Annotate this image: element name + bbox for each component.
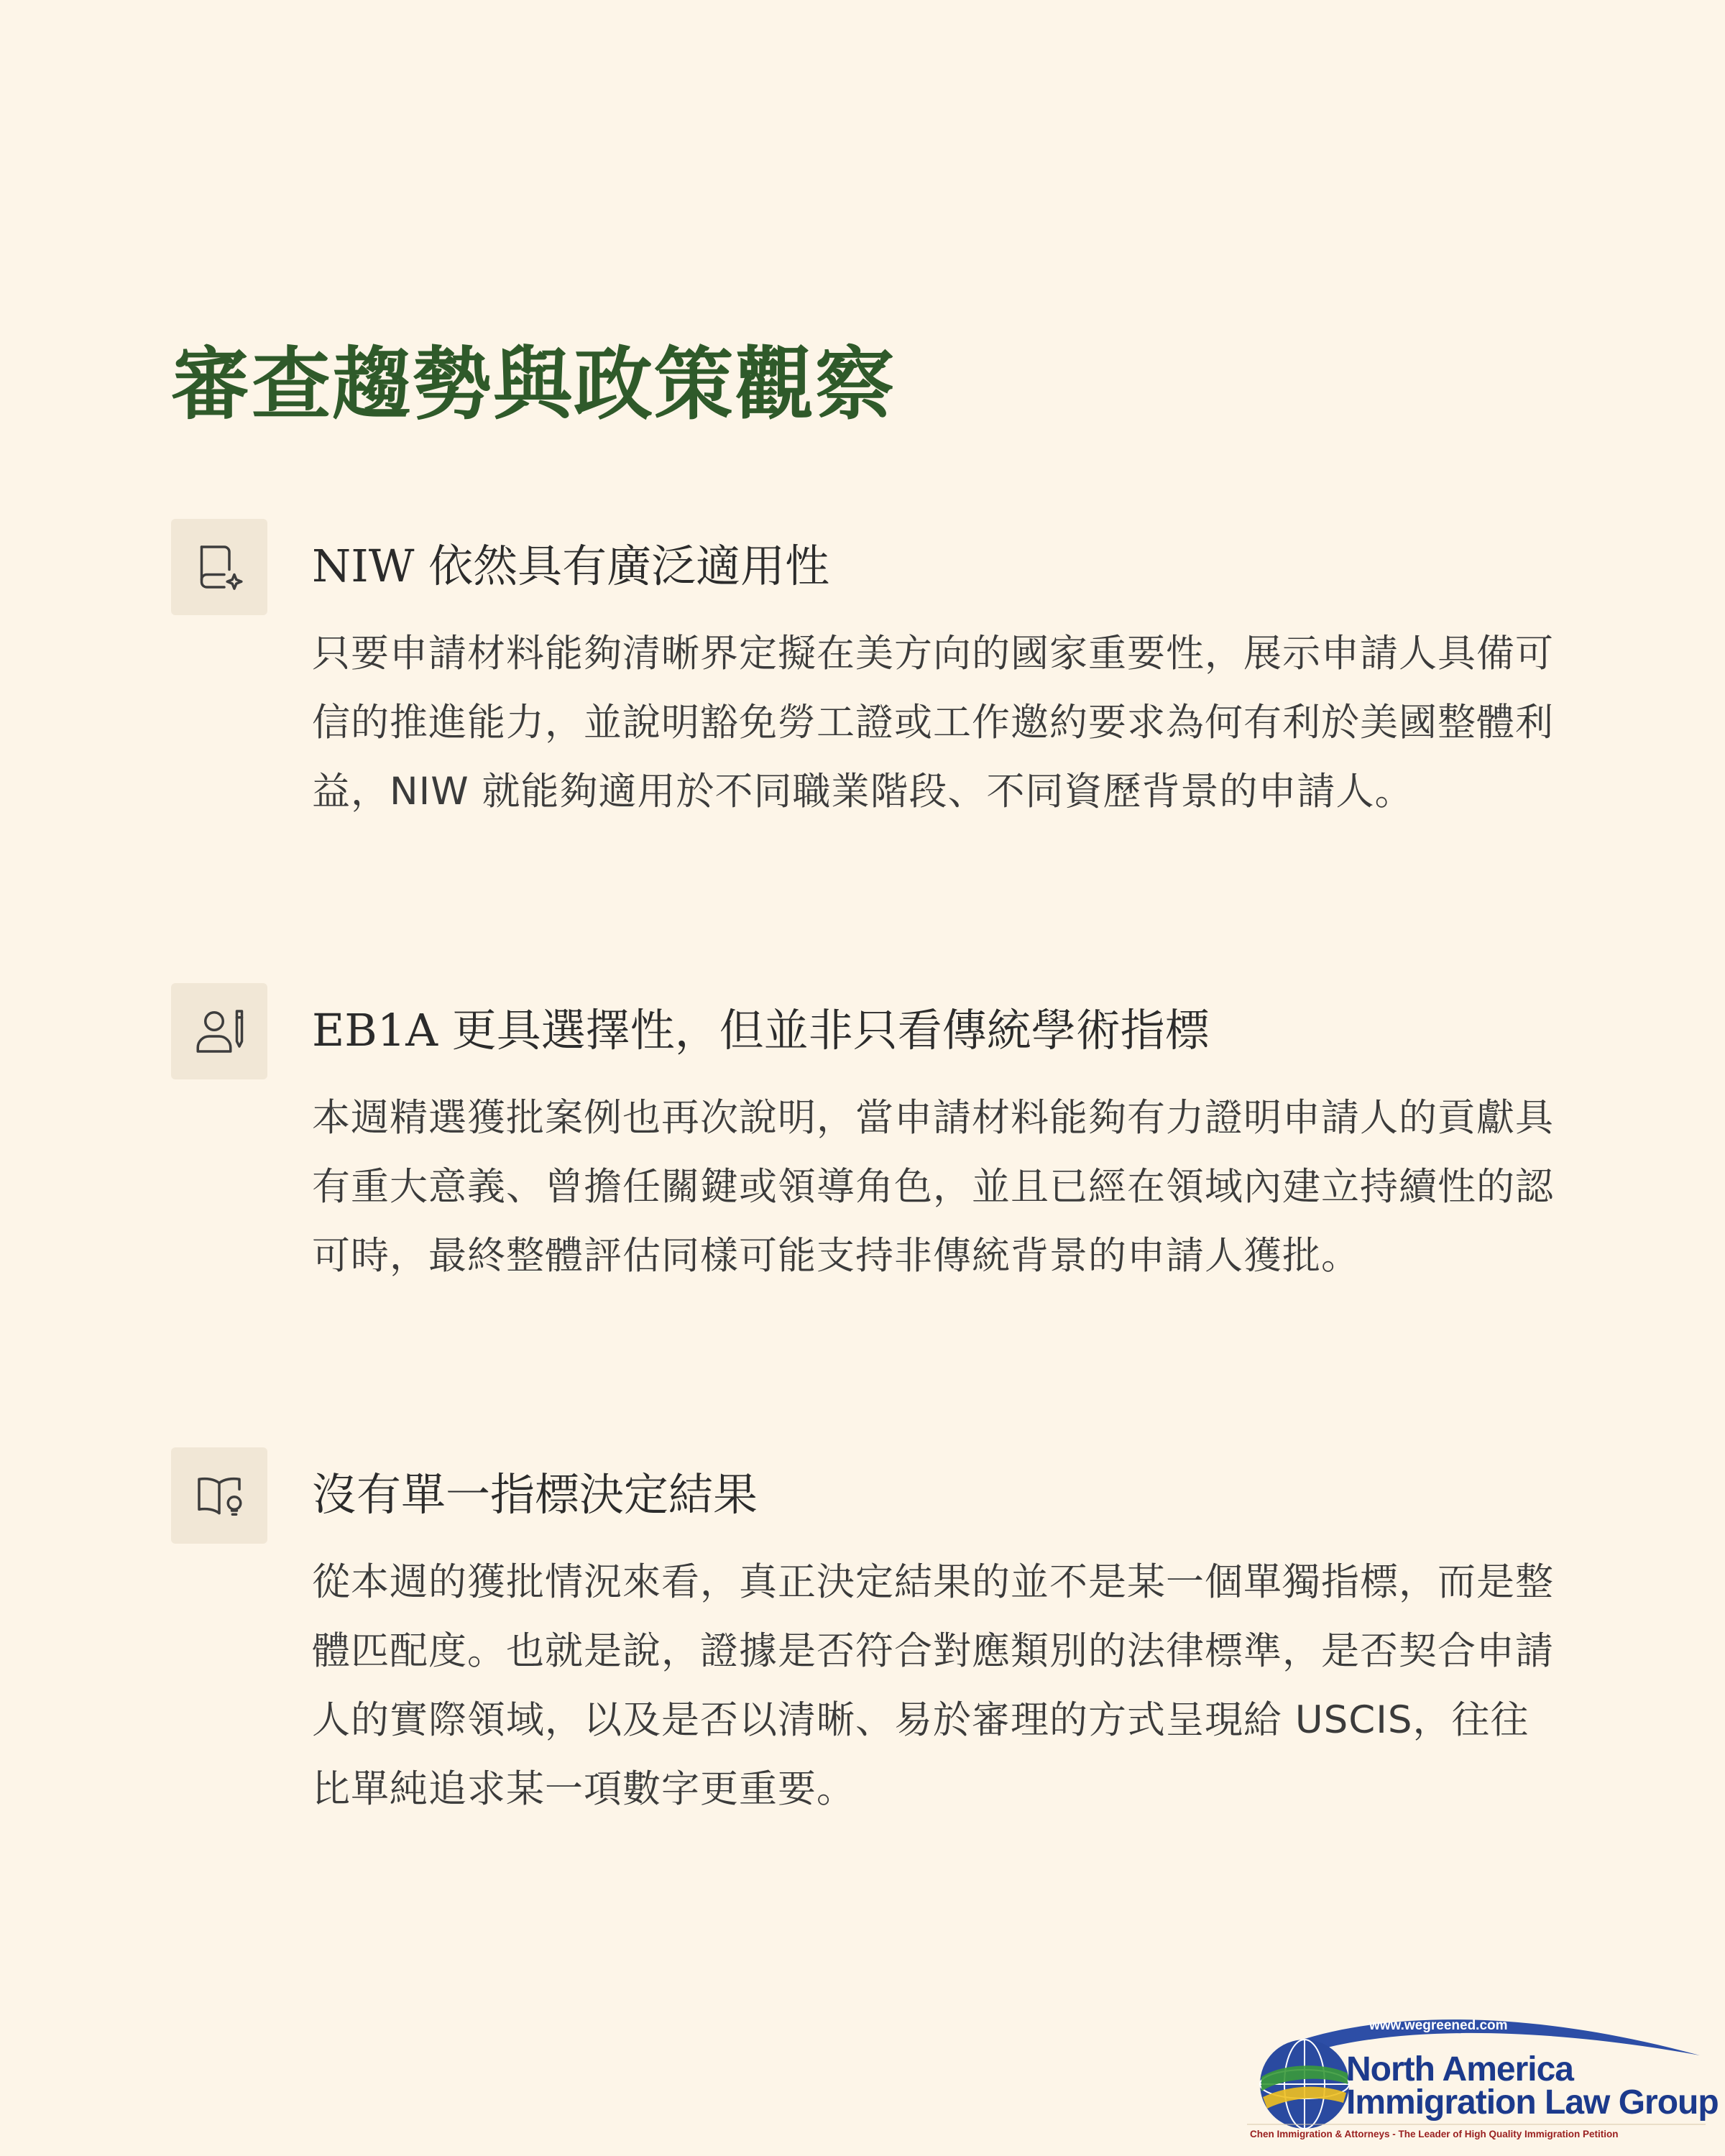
section-body: 本週精選獲批案例也再次說明，當申請材料能夠有力證明申請人的貢獻具有重大意義、曾擔任關鍵或領導角色，並且已經在領域內建立持續性的認可時，最終整體評估同樣可能支持非傳統背景的申請人獲批。 — [312, 1096, 1554, 1278]
logo-name-line2: Immigration Law Group — [1346, 2083, 1719, 2122]
logo-name-line1: North America — [1346, 2050, 1573, 2088]
section-heading: EB1A 更具選擇性，但並非只看傳統學術指標 — [312, 1004, 1210, 1056]
document-sparkle-icon — [171, 519, 267, 615]
page-title: 審查趨勢與政策觀察 — [171, 338, 896, 430]
person-pencil-icon — [171, 983, 267, 1079]
section-eb1a — [171, 983, 1580, 1357]
section-heading: 沒有單一指標決定結果 — [312, 1468, 758, 1521]
firm-logo — [1240, 2012, 1719, 2149]
section-body: 從本週的獲批情況來看，真正決定結果的並不是某一個單獨指標，而是整體匹配度。也就是說，證據是否符合對應類別的法律標準，是否契合申請人的實際領域，以及是否以清晰、易於審理的方式呈現給 USCIS，往往比單純追求某一項數字更重要。 — [312, 1560, 1554, 1811]
logo-tagline: Chen Immigration & Attorneys - The Leader of High Quality Immigration Petition — [1250, 2129, 1619, 2139]
section-niw — [171, 519, 1580, 893]
book-lightbulb-icon — [171, 1447, 267, 1544]
section-body: 只要申請材料能夠清晰界定擬在美方向的國家重要性，展示申請人具備可信的推進能力，並說明豁免勞工證或工作邀約要求為何有利於美國整體利益，NIW 就能夠適用於不同職業階段、不同資歷背景的申請人。 — [312, 632, 1554, 814]
section-heading: NIW 依然具有廣泛適用性 — [312, 540, 830, 592]
logo-url: www.wegreened.com — [1369, 2018, 1508, 2033]
section-no-single-metric — [171, 1447, 1580, 1821]
